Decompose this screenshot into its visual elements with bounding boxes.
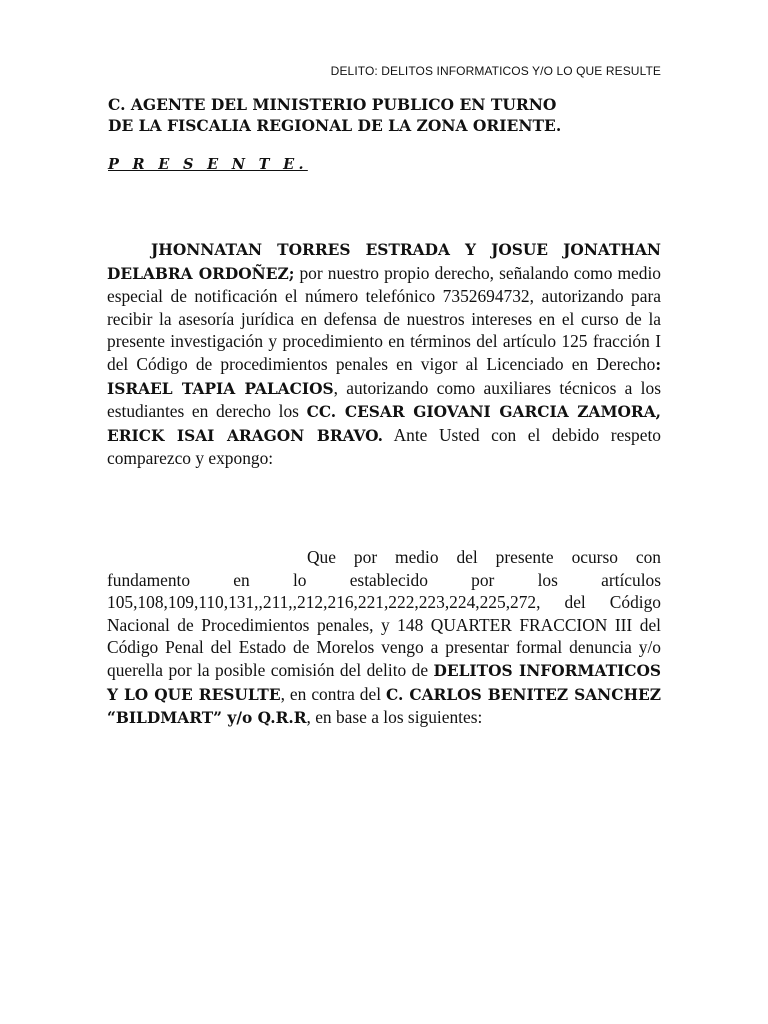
paragraph2-text-3: , en base a los siguientes: <box>306 707 483 728</box>
addressee-line-2: DE LA FISCALIA REGIONAL DE LA ZONA ORIENTE. <box>108 116 562 135</box>
paragraph2-text-1: Que por medio del presente ocurso con fundamento en lo establecido por los artículos 105,108,109,110,131,,211,,212,216,221,222,223,224,225,272, del Código Nacional de Procedimientos penales, y 148 QUARTER FRACCION III del Código Penal del Estado de Morelos vengo a presentar formal denuncia y/o querella por la posible comisión del delito de <box>107 547 661 680</box>
paragraph1-text-1: por nuestro propio derecho, señalando como medio especial de notificación el número telefónico 7352694732, autorizando para recibir la asesoría jurídica en defensa de nuestros intereses en el curso de la presente investigación y procedimiento en términos del artículo 125 fracción I del Código de procedimientos penales en vigor al Licenciado en Derecho <box>107 262 661 374</box>
paragraph2-text-2: , en contra del <box>280 683 387 704</box>
complainant-names: JHONNATAN TORRES ESTRADA Y JOSUE JONATHAN DELABRA ORDOÑEZ; <box>107 241 661 283</box>
lawyer-name: : ISRAEL TAPIA PALACIOS <box>107 355 661 398</box>
paragraph1-text-3: Ante Usted con el debido respeto comparezco y expongo: <box>107 424 662 469</box>
assistant-names: CC. CESAR GIOVANI GARCIA ZAMORA, ERICK ISAI ARAGON BRAVO. <box>107 403 661 445</box>
accused-name: C. CARLOS BENITEZ SANCHEZ “BILDMART” y/o Q.R.R <box>107 685 662 728</box>
crime-header: DELITO: DELITOS INFORMATICOS Y/O LO QUE RESULTE <box>330 64 661 78</box>
paragraph-complainants <box>107 238 661 470</box>
addressee-block <box>108 94 561 136</box>
addressee-line-1: C. AGENTE DEL MINISTERIO PUBLICO EN TURNO <box>108 95 557 114</box>
salutation: P R E S E N T E. <box>108 156 308 173</box>
paragraph1-text-2: , autorizando como auxiliares técnicos a los estudiantes en derecho los <box>107 377 661 422</box>
crime-name: DELITOS INFORMATICOS Y LO QUE RESULTE <box>107 661 661 704</box>
paragraph-complaint <box>107 546 661 730</box>
